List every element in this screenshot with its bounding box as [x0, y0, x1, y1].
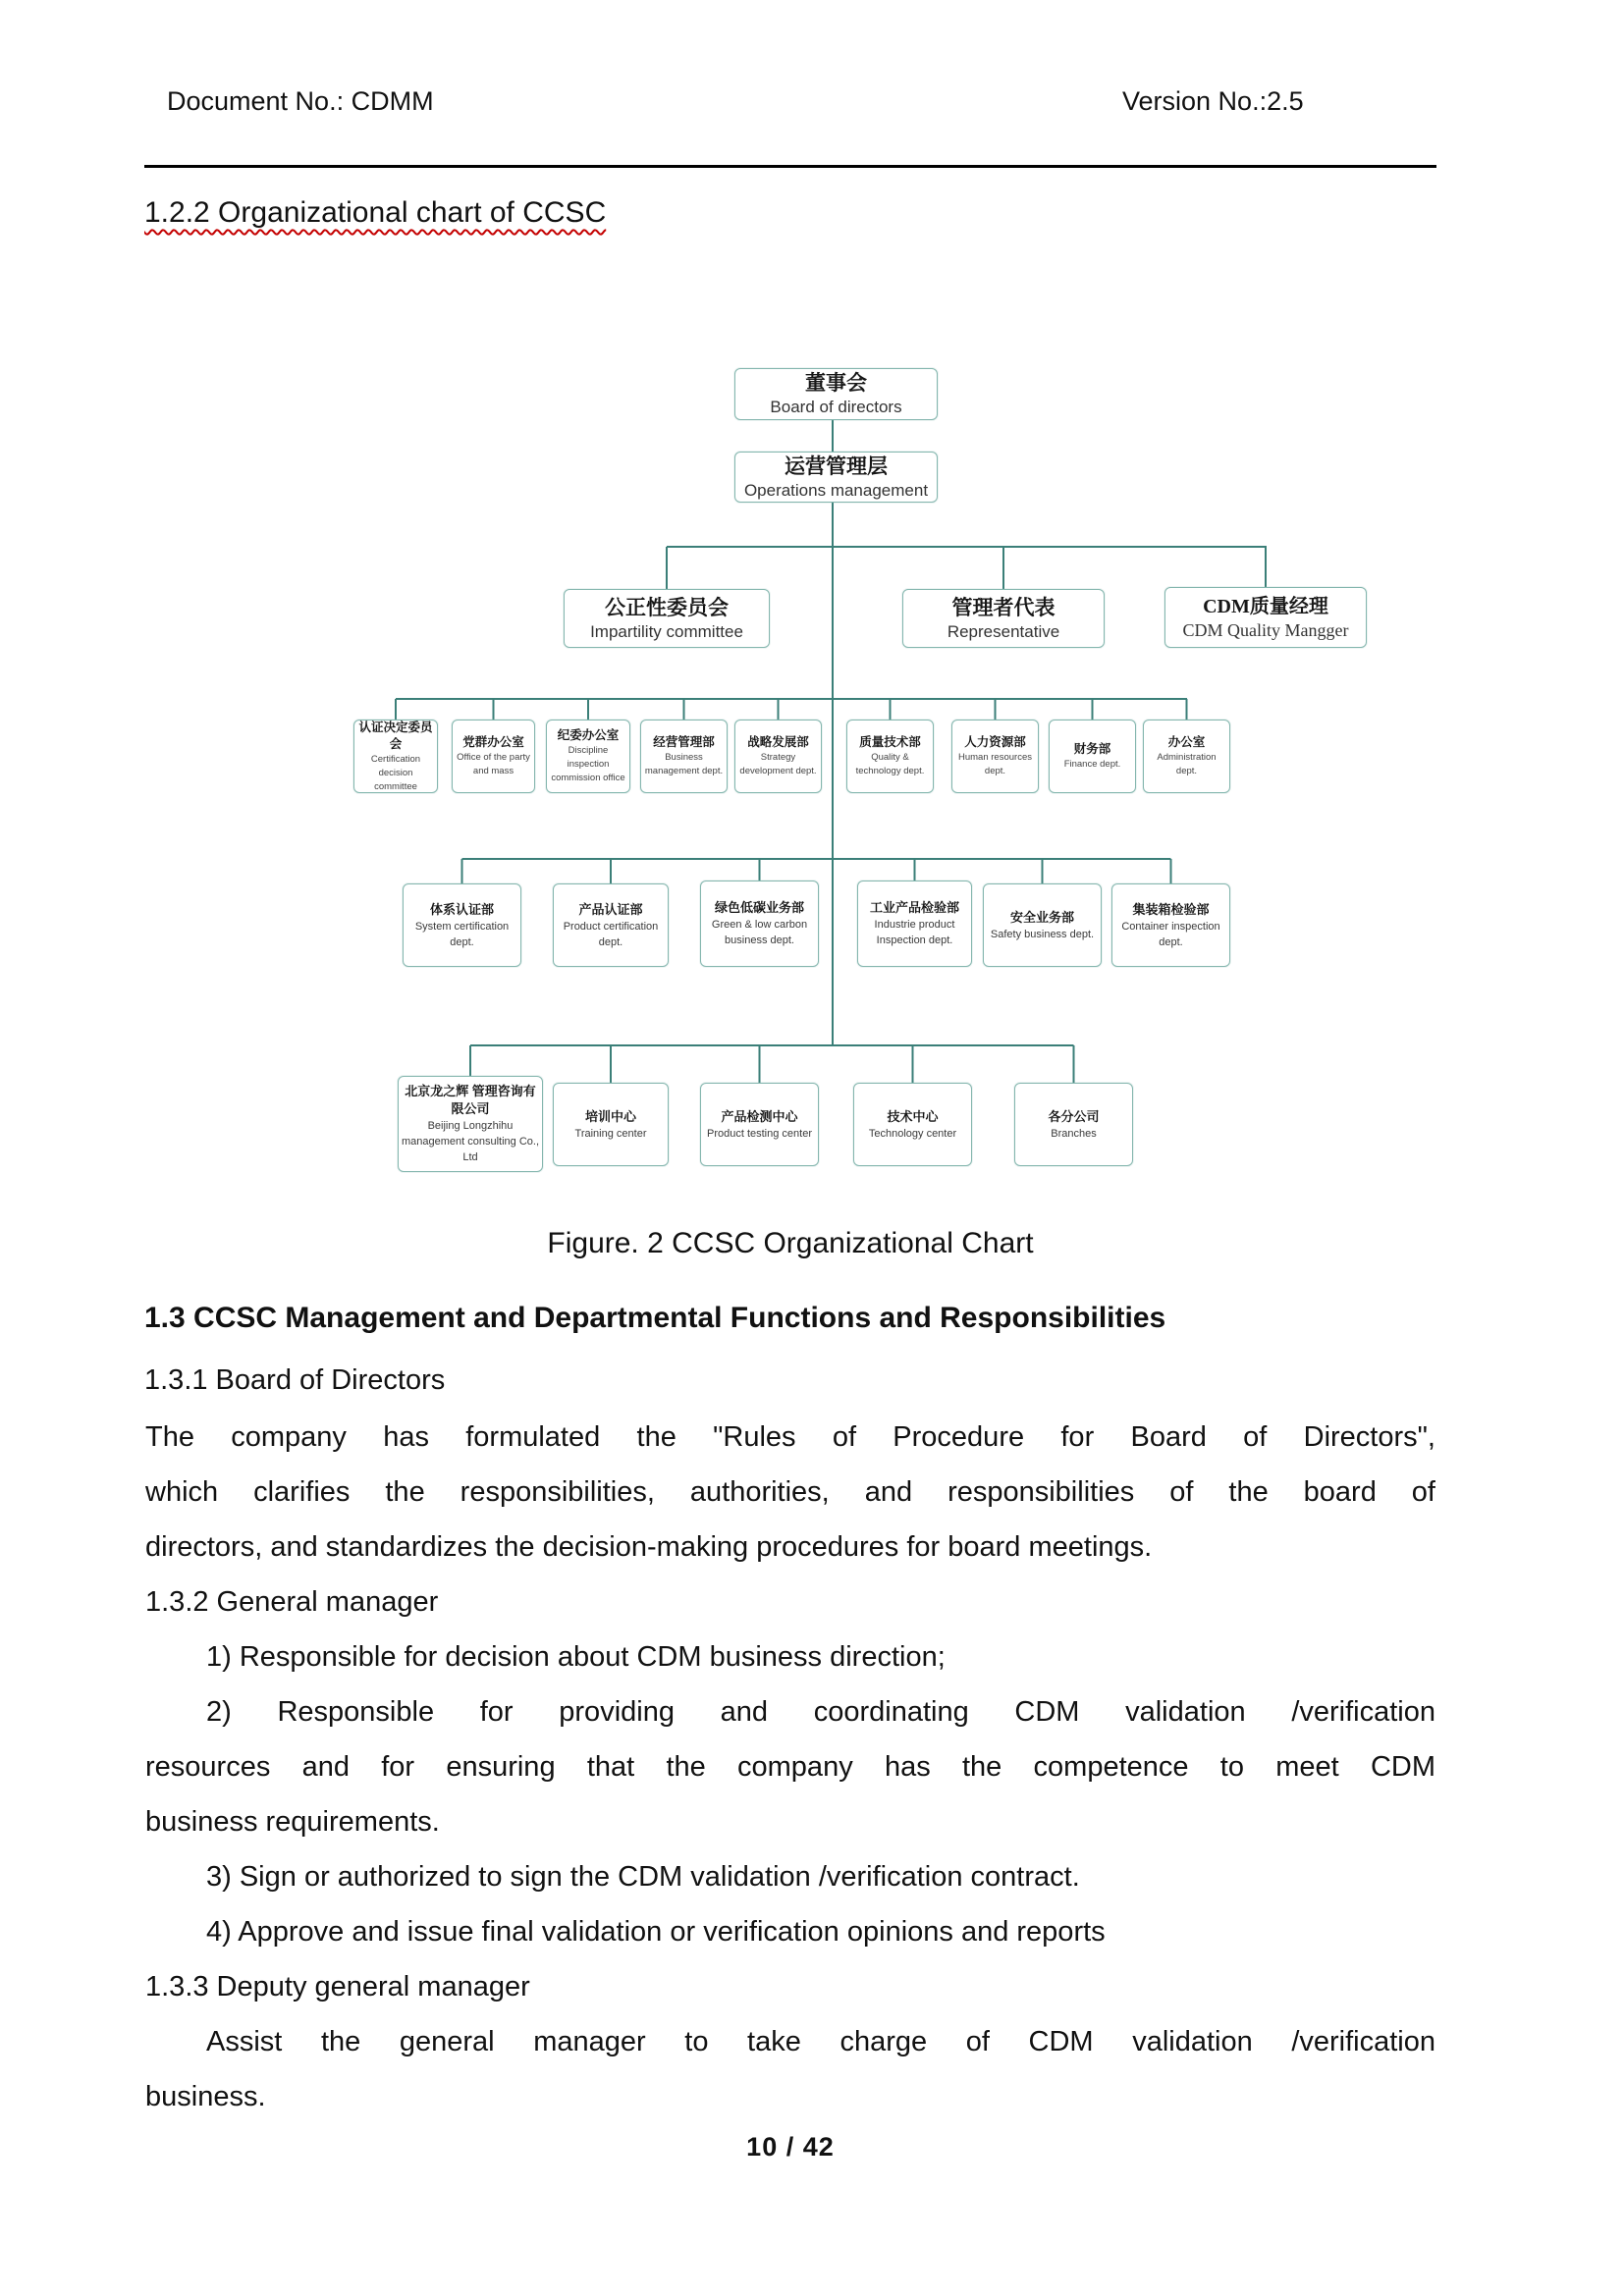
org-box-system-certification-dept — [403, 883, 521, 967]
org-box-impartiality-committee — [564, 589, 770, 648]
page-number — [145, 2132, 1435, 2163]
org-box-zh: 产品检测中心 — [721, 1108, 798, 1124]
section-title: 1.2.2 Organizational chart of CCSC — [144, 196, 607, 229]
org-box-en: Human resources dept. — [958, 752, 1032, 776]
org-box-zh: 质量技术部 — [859, 735, 921, 749]
org-box-zh: 公正性委员会 — [605, 596, 729, 619]
org-box-en: Industrie product Inspection dept. — [874, 919, 955, 946]
body-line: 3) Sign or authorized to sign the CDM validation /verification contract. — [206, 1861, 1080, 1893]
org-box-board — [734, 368, 938, 420]
org-box-en: Beijing Longzhihu management consulting Co., Ltd — [401, 1120, 540, 1163]
body-line: Assist the general manager to take charge of CDM validation /verification — [206, 2026, 1435, 2057]
org-box-operations-en: Operations management — [743, 480, 929, 500]
org-box-strategy-development-dept — [734, 720, 822, 793]
org-box-finance-dept — [1049, 720, 1136, 793]
org-box-en: Training center — [574, 1127, 647, 1140]
page-number-separator: / — [785, 2132, 795, 2162]
org-box-container-inspection-dept — [1111, 883, 1230, 967]
org-box-administration-dept — [1143, 720, 1230, 793]
org-box-zh: 各分公司 — [1048, 1108, 1100, 1124]
body-line: 1) Responsible for decision about CDM business direction; — [206, 1641, 946, 1673]
org-box-zh: 集装箱检验部 — [1132, 901, 1210, 917]
org-box-safety-business-dept — [983, 883, 1102, 967]
header-rule — [144, 165, 1436, 168]
org-box-business-management-dept — [640, 720, 728, 793]
org-box-en: Branches — [1051, 1127, 1097, 1140]
header-doc-no: Document No.: CDMM — [167, 86, 434, 116]
org-box-zh: 培训中心 — [584, 1108, 636, 1124]
heading-1-3-1: 1.3.1 Board of Directors — [144, 1364, 446, 1396]
org-box-party-mass-office — [452, 720, 535, 793]
body-line: 4) Approve and issue final validation or verification opinions and reports — [206, 1916, 1106, 1948]
org-box-technology-center — [853, 1083, 972, 1166]
body-line: The company has formulated the "Rules of Procedure for Board of Directors", — [145, 1421, 1435, 1453]
org-box-operations — [734, 452, 938, 503]
body-line: resources and for ensuring that the company has the competence to meet CDM — [145, 1751, 1435, 1783]
org-box-certification-decision-committee — [353, 720, 438, 793]
org-box-en: Representative — [947, 621, 1060, 641]
org-box-zh: 办公室 — [1167, 735, 1206, 749]
org-box-branches — [1014, 1083, 1133, 1166]
org-box-en: Strategy development dept. — [739, 752, 817, 776]
page-number-current: 10 — [746, 2132, 779, 2162]
org-box-zh: CDM质量经理 — [1203, 595, 1328, 617]
org-box-en: Certification decision committee — [370, 753, 421, 792]
header-version: Version No.:2.5 — [1122, 86, 1304, 116]
org-box-zh: 工业产品检验部 — [869, 900, 959, 915]
org-box-en: Product certification dept. — [563, 920, 659, 948]
body-line: directors, and standardizes the decision-making procedures for board meetings. — [145, 1531, 1153, 1563]
org-box-operations-zh: 运营管理层 — [785, 454, 888, 478]
org-box-industrial-product-inspection-dept — [857, 881, 972, 967]
figure-caption: Figure. 2 CCSC Organizational Chart — [547, 1227, 1034, 1259]
body-line: which clarifies the responsibilities, authorities, and responsibilities of the board of — [145, 1476, 1435, 1508]
org-box-en: Administration dept. — [1157, 752, 1217, 776]
org-box-en: Business management dept. — [644, 752, 724, 776]
org-box-product-certification-dept — [553, 883, 669, 967]
org-box-en: Container inspection dept. — [1121, 920, 1220, 948]
org-box-discipline-inspection-office — [546, 720, 630, 793]
org-box-zh: 技术中心 — [887, 1108, 939, 1124]
org-box-zh: 体系认证部 — [429, 901, 494, 917]
org-box-quality-technology-dept — [846, 720, 934, 793]
org-box-en: Green & low carbon business dept. — [711, 919, 808, 946]
org-box-en: Safety business dept. — [990, 928, 1095, 940]
org-box-beijing-longzhihu — [398, 1076, 543, 1172]
org-box-board-zh: 董事会 — [805, 372, 867, 395]
org-box-zh: 管理者代表 — [951, 596, 1056, 619]
org-box-zh: 财务部 — [1073, 742, 1111, 756]
org-box-zh: 认证决定委员会 — [358, 720, 433, 751]
heading-1-3: 1.3 CCSC Management and Departmental Functions and Responsibilities — [144, 1302, 1166, 1334]
org-box-en: Finance dept. — [1063, 759, 1121, 770]
org-box-en: CDM Quality Mangger — [1182, 619, 1349, 640]
org-box-zh: 绿色低碳业务部 — [714, 900, 804, 915]
org-box-zh: 北京龙之辉 管理咨询有限公司 — [405, 1084, 536, 1116]
org-box-product-testing-center — [700, 1083, 819, 1166]
heading-1-3-2: 1.3.2 General manager — [145, 1586, 439, 1618]
org-box-zh: 战略发展部 — [747, 735, 809, 749]
org-box-human-resources-dept — [951, 720, 1039, 793]
body-line: 2) Responsible for providing and coordinating CDM validation /verification — [206, 1696, 1435, 1728]
org-box-board-en: Board of directors — [770, 398, 902, 416]
page-number-total: 42 — [802, 2132, 835, 2162]
org-box-training-center — [553, 1083, 669, 1166]
org-box-en: Technology center — [868, 1127, 957, 1140]
org-box-en: Discipline inspection commission office — [551, 745, 625, 783]
body-line: business. — [145, 2081, 266, 2112]
org-box-cdm-quality-manager — [1164, 587, 1367, 648]
org-box-zh: 经营管理部 — [653, 735, 715, 749]
org-box-en: Product testing center — [706, 1127, 812, 1140]
org-box-en: Impartility committee — [590, 621, 743, 641]
body-line: business requirements. — [145, 1806, 440, 1838]
org-box-en: Office of the party and mass — [457, 752, 530, 776]
org-box-en: Quality & technology dept. — [855, 752, 925, 776]
org-box-zh: 产品认证部 — [578, 901, 643, 917]
heading-1-3-3: 1.3.3 Deputy general manager — [145, 1971, 530, 2002]
org-box-zh: 党群办公室 — [462, 735, 524, 749]
org-box-zh: 纪委办公室 — [557, 728, 620, 742]
org-box-green-low-carbon-dept — [700, 881, 819, 967]
org-box-zh: 安全业务部 — [1009, 909, 1074, 925]
org-box-en: System certification dept. — [414, 920, 510, 948]
org-box-representative — [902, 589, 1105, 648]
org-box-zh: 人力资源部 — [964, 735, 1026, 749]
